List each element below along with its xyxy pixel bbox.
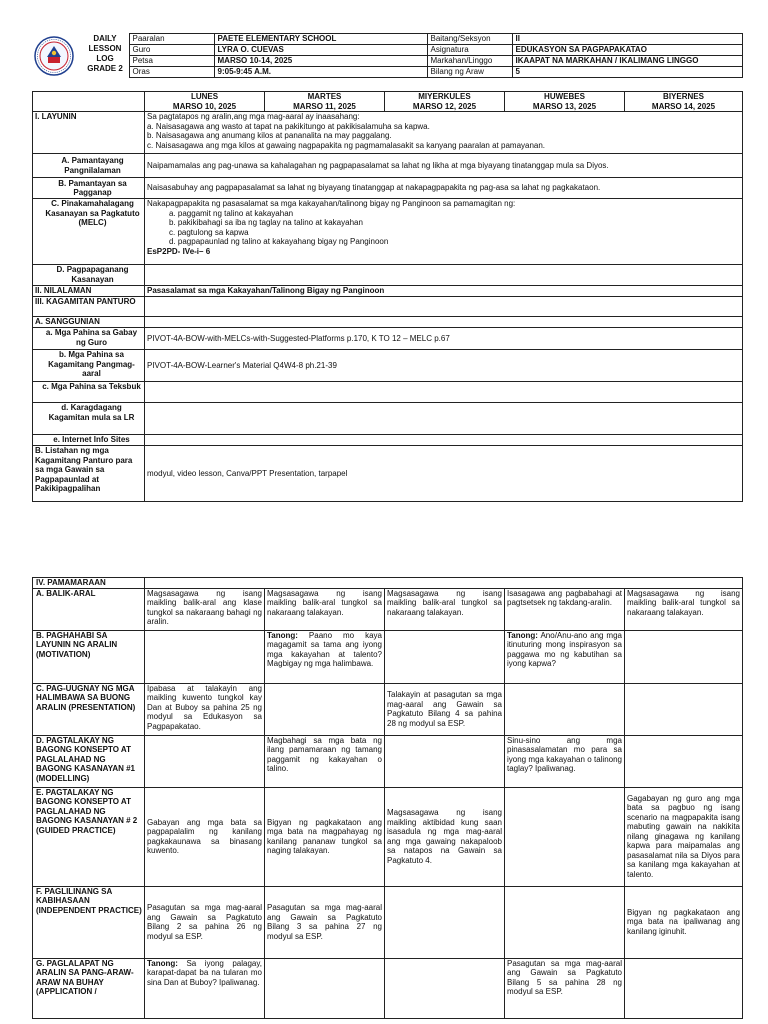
procedure-day-cell <box>385 630 505 683</box>
procedure-day-cell <box>145 886 265 958</box>
dll-title-line: LOG <box>96 53 114 63</box>
subject-label: Asignatura <box>427 45 512 56</box>
day-date: MARSO 12, 2025 <box>412 101 477 111</box>
sanggunian-value <box>145 317 743 328</box>
procedure-day-cell <box>265 787 385 886</box>
lr-value <box>145 403 743 435</box>
day-header-friday <box>625 92 743 112</box>
procedure-day-cell <box>625 735 743 787</box>
procedure-day-cell <box>505 630 625 683</box>
day-date: MARSO 14, 2025 <box>651 101 716 111</box>
melc-label: C. Pinakamahalagang Kasanayan sa Pagkatuto (MELC) <box>33 199 145 265</box>
procedure-text: Magsasagawa ng isang maikling aktibidad kung saan isasadula ng mga mag-aaral ang mga gawaing nakapaloob sa natapos na Gawain sa Pagkatuto 4. <box>387 808 502 865</box>
day-name: LUNES <box>190 92 219 101</box>
procedure-day-cell <box>385 683 505 735</box>
procedure-day-cell <box>145 735 265 787</box>
procedure-row <box>33 886 743 958</box>
procedure-row <box>33 630 743 683</box>
procedure-text: Sinu-sino ang mga pinasasalamatan mo para sa iyong mga kakayahan o talinong taglay? Ipaliwanag. <box>507 735 622 773</box>
procedure-day-cell <box>505 683 625 735</box>
procedure-text: Ano/Anu-ano ang mga itinuturing mong inspirasyon sa paggawa mo ng kabutihan sa iyong kapwa? <box>507 630 622 668</box>
teksbuk-value <box>145 382 743 403</box>
procedure-text: Pasagutan sa mga mag-aaral ang Gawain sa Pagkatuto Bilang 2 sa pahina 26 ng modyul sa ESP. <box>147 903 262 941</box>
procedure-day-cell <box>145 630 265 683</box>
layunin-item: a. Naisasagawa ang wasto at tapat na pakikitungo at pakikisalamuha sa kapwa. <box>147 121 430 131</box>
question-prefix: Tanong: <box>267 630 298 640</box>
day-date: MARSO 13, 2025 <box>532 101 597 111</box>
melc-item: c. pagtulong sa kapwa <box>169 227 249 237</box>
quarter-week-value: IKAAPAT NA MARKAHAN / IKALIMANG LINGGO <box>512 56 742 67</box>
dll-title-line: LESSON <box>88 43 122 53</box>
procedure-text: Magbahagi sa mga bata ng ilang pamamaraan ng tamang paggamit ng kakayahan o talino. <box>267 735 382 773</box>
grade-section-value: II <box>512 34 742 45</box>
melc-item: b. pakikibahagi sa iba ng taglay na talino at kakayahan <box>169 218 363 227</box>
procedure-step-label: A. BALIK-ARAL <box>33 588 145 630</box>
procedure-text: Ipabasa at talakayin ang maikling kuwento tungkol kay Dan at Buboy sa pahina 25 ng modyul sa Edukasyon sa Pagpapakatao. <box>147 683 262 731</box>
procedure-day-cell <box>145 588 265 630</box>
procedure-text: Paano mo kaya magagamit sa tama ang iyong mga kakayahan at talento? Magbigay ng mga halimbawa. <box>267 630 382 668</box>
melc-list <box>147 209 740 247</box>
procedure-day-cell <box>145 787 265 886</box>
day-name: BIYERNES <box>663 92 704 101</box>
subject-value: EDUKASYON SA PAGPAPAKATAO <box>512 45 742 56</box>
pamantayang-pangnilalaman-value: Naipamamalas ang pag-unawa sa kahalagahan ng pagpapasalamat sa lahat ng likha at mga biyayang tinatanggap mula sa Diyos. <box>145 154 743 178</box>
procedure-day-cell <box>385 735 505 787</box>
procedure-day-cell <box>265 958 385 1018</box>
corner-cell <box>33 92 145 112</box>
day-header-monday <box>145 92 265 112</box>
procedure-row <box>33 787 743 886</box>
procedure-day-cell <box>505 588 625 630</box>
procedure-day-cell <box>145 683 265 735</box>
school-label: Paaralan <box>129 34 214 45</box>
objectives-table <box>32 91 743 502</box>
procedure-text: Isasagawa ang pagbabahagi at pagtsetsek ng takdang-aralin. <box>507 588 622 607</box>
procedure-text: Pasagutan sa mga mag-aaral ang Gawain sa Pagkatuto Bilang 5 sa pahina 28 ng modyul sa ESP. <box>507 958 622 996</box>
procedure-day-cell <box>385 787 505 886</box>
lr-label: d. Karagdagang Kagamitan mula sa LR <box>33 403 145 435</box>
procedure-row <box>33 735 743 787</box>
pamamaraan-label: IV. PAMAMARAAN <box>33 578 145 589</box>
deped-seal-icon <box>34 36 74 76</box>
day-date: MARSO 11, 2025 <box>293 101 356 111</box>
procedure-step-label: C. PAG-UUGNAY NG MGA HALIMBAWA SA BUONG ARALIN (PRESENTATION) <box>33 683 145 735</box>
procedure-day-cell <box>265 683 385 735</box>
procedure-day-cell <box>625 588 743 630</box>
logo-title-cell <box>32 34 129 78</box>
procedure-text: Magsasagawa ng isang maikling balik-aral tungkol sa nakaraang talakayan. <box>387 588 502 617</box>
pagpapaganang-kasanayan-label: D. Pagpapaganang Kasanayan <box>33 265 145 286</box>
procedure-day-cell <box>385 886 505 958</box>
procedure-day-cell <box>265 886 385 958</box>
question-prefix: Tanong: <box>507 630 538 640</box>
procedure-text: Magsasagawa ng isang maikling balik-aral tungkol sa nakaraang talakayan. <box>627 588 740 617</box>
layunin-label: I. LAYUNIN <box>33 112 145 154</box>
melc-code: EsP2PD- IVe-i– 6 <box>147 246 211 256</box>
dll-title-line: GRADE 2 <box>87 63 123 73</box>
procedure-step-label: D. PAGTALAKAY NG BAGONG KONSEPTO AT PAGLALAHAD NG BAGONG KASANAYAN #1 (MODELLING) <box>33 735 145 787</box>
procedure-step-label: B. PAGHAHABI SA LAYUNIN NG ARALIN (MOTIVATION) <box>33 630 145 683</box>
procedure-rows <box>33 588 743 1018</box>
procedure-day-cell <box>265 630 385 683</box>
procedure-day-cell <box>625 630 743 683</box>
layunin-item: b. Naisasagawa ang anumang kilos at pananalita na may paggalang. <box>147 131 392 140</box>
dll-title <box>76 34 129 74</box>
date-label: Petsa <box>129 56 214 67</box>
procedure-day-cell <box>505 735 625 787</box>
nilalaman-label: II. NILALAMAN <box>33 286 145 297</box>
days-count-label: Bilang ng Araw <box>427 67 512 78</box>
teacher-label: Guro <box>129 45 214 56</box>
procedure-step-label: F. PAGLILINANG SA KABIHASAAN (INDEPENDENT PRACTICE) <box>33 886 145 958</box>
procedure-text: Gagabayan ng guro ang mga bata sa pagbuo ng isang scenario na magpapakita isang mabuting gawain na nakikita nilang ginagawa ng kanilang kapwa para maipamalas ang pasasalamat nila sa Diyos para sa kanilang mga kakayahan at talento. <box>627 793 740 879</box>
time-value: 9:05-9:45 A.M. <box>214 67 427 78</box>
day-name: HUWEBES <box>544 92 585 101</box>
nilalaman-value: Pasasalamat sa mga Kakayahan/Talinong Bigay ng Panginoon <box>145 286 743 297</box>
procedure-step-label: E. PAGTALAKAY NG BAGONG KONSEPTO AT PAGLALAHAD NG BAGONG KASANAYAN # 2 (GUIDED PRACTICE) <box>33 787 145 886</box>
gabay-guro-value: PIVOT-4A-BOW-with-MELCs-with-Suggested-Platforms p.170, K TO 12 – MELC p.67 <box>145 328 743 350</box>
pamantayan-sa-pagganap-value: Naisasabuhay ang pagpapasalamat sa lahat ng biyayang tinatanggap at nakapagpapakita ng pag-asa sa lahat ng pagkakataon. <box>145 178 743 199</box>
melc-content <box>145 199 743 265</box>
internet-label: e. Internet Info Sites <box>33 435 145 446</box>
listahan-label: B. Listahan ng mga Kagamitang Panturo para sa mga Gawain sa Pagpapaunlad at Pakikipagpalihan <box>33 446 145 502</box>
layunin-intro: Sa pagtatapos ng aralin,ang mga mag-aaral ay inaasahang: <box>147 112 360 121</box>
day-header-thursday <box>505 92 625 112</box>
pamamaraan-blank <box>145 578 743 589</box>
days-count-value: 5 <box>512 67 742 78</box>
day-header-wednesday <box>385 92 505 112</box>
school-value: PAETE ELEMENTARY SCHOOL <box>214 34 427 45</box>
kagamitan-value <box>145 297 743 317</box>
sanggunian-label: A. SANGGUNIAN <box>33 317 145 328</box>
melc-item: a. paggamit ng talino at kakayahan <box>169 208 294 218</box>
procedure-text: Bigyan ng pagkakataon ang mga bata na ipaliwanag ang kanilang iginuhit. <box>627 907 740 936</box>
procedure-day-cell <box>505 886 625 958</box>
date-value: MARSO 10-14, 2025 <box>214 56 427 67</box>
teksbuk-label: c. Mga Pahina sa Teksbuk <box>33 382 145 403</box>
internet-value <box>145 435 743 446</box>
procedure-step-label: G. PAGLALAPAT NG ARALIN SA PANG-ARAW-ARAW NA BUHAY (APPLICATION / <box>33 958 145 1018</box>
layunin-item: c. Naisasagawa ang mga kilos at gawaing nagpapakita ng pagmamalasakit sa kanyang paaralan at pamayanan. <box>147 140 546 150</box>
procedure-text: Sa iyong palagay, karapat-dapat ba na tularan mo sina Dan at Buboy? Ipaliwanag. <box>147 958 262 987</box>
procedure-day-cell <box>505 787 625 886</box>
pagpapaganang-kasanayan-value <box>145 265 743 286</box>
day-date: MARSO 10, 2025 <box>172 101 237 111</box>
procedure-text: Talakayin at pasagutan sa mga mag-aaral ang Gawain sa Pagkatuto Bilang 4 sa pahina 28 ng modyul sa ESP. <box>387 690 502 728</box>
time-label: Oras <box>129 67 214 78</box>
kagamitan-label: III. KAGAMITAN PANTURO <box>33 297 145 317</box>
procedure-day-cell <box>625 683 743 735</box>
procedure-text: Gabayan ang mga bata sa pagpapalalim ng kanilang pagkakaunawa sa binasang kuwento. <box>147 817 262 855</box>
teacher-value: LYRA O. CUEVAS <box>214 45 427 56</box>
procedure-day-cell <box>265 588 385 630</box>
header-table <box>32 33 743 78</box>
day-name: MARTES <box>307 92 342 101</box>
procedure-day-cell <box>625 886 743 958</box>
kagamitang-mag-aaral-label: b. Mga Pahina sa Kagamitang Pangmag-aaral <box>33 350 145 382</box>
procedure-day-cell <box>385 588 505 630</box>
gabay-guro-label: a. Mga Pahina sa Gabay ng Guro <box>33 328 145 350</box>
procedure-text: Magsasagawa ng isang maikling balik-aral tungkol sa nakaraang talakayan. <box>267 588 382 617</box>
procedure-text: Pasagutan sa mga mag-aaral ang Gawain sa Pagkatuto Bilang 3 sa pahina 27 ng modyul sa ESP. <box>267 903 382 941</box>
procedure-text: Bigyan ng pagkakataon ang mga bata na magpahayag ng kanilang pananaw tungkol sa naging talakayan. <box>267 817 382 855</box>
procedure-day-cell <box>625 787 743 886</box>
pamantayan-sa-pagganap-label: B. Pamantayan sa Pagganap <box>33 178 145 199</box>
procedure-table <box>32 577 743 1019</box>
procedure-row <box>33 958 743 1018</box>
procedure-day-cell <box>625 958 743 1018</box>
kagamitang-mag-aaral-value: PIVOT-4A-BOW-Learner's Material Q4W4-8 ph.21-39 <box>145 350 743 382</box>
day-header-tuesday <box>265 92 385 112</box>
procedure-text: Magsasagawa ng isang maikling balik-aral ang klase tungkol sa nakaraang bahagi ng aralin. <box>147 588 262 626</box>
quarter-week-label: Markahan/Linggo <box>427 56 512 67</box>
question-prefix: Tanong: <box>147 958 178 968</box>
procedure-row <box>33 588 743 630</box>
procedure-row <box>33 683 743 735</box>
pamantayang-pangnilalaman-label: A. Pamantayang Pangnilalaman <box>33 154 145 178</box>
day-name: MIYERKULES <box>418 92 471 101</box>
procedure-day-cell <box>385 958 505 1018</box>
grade-section-label: Baitang/Seksyon <box>427 34 512 45</box>
procedure-day-cell <box>505 958 625 1018</box>
melc-intro: Nakapagpapakita ng pasasalamat sa mga kakayahan/talinong bigay ng Panginoon sa pamamagitan ng: <box>147 199 516 208</box>
layunin-content <box>145 112 743 154</box>
listahan-value: modyul, video lesson, Canva/PPT Presentation, tarpapel <box>145 446 743 502</box>
procedure-day-cell <box>265 735 385 787</box>
dll-title-line: DAILY <box>93 33 117 43</box>
melc-item: d. pagpapaunlad ng talino at kakayahang bigay ng Panginoon <box>169 237 389 246</box>
procedure-day-cell <box>145 958 265 1018</box>
